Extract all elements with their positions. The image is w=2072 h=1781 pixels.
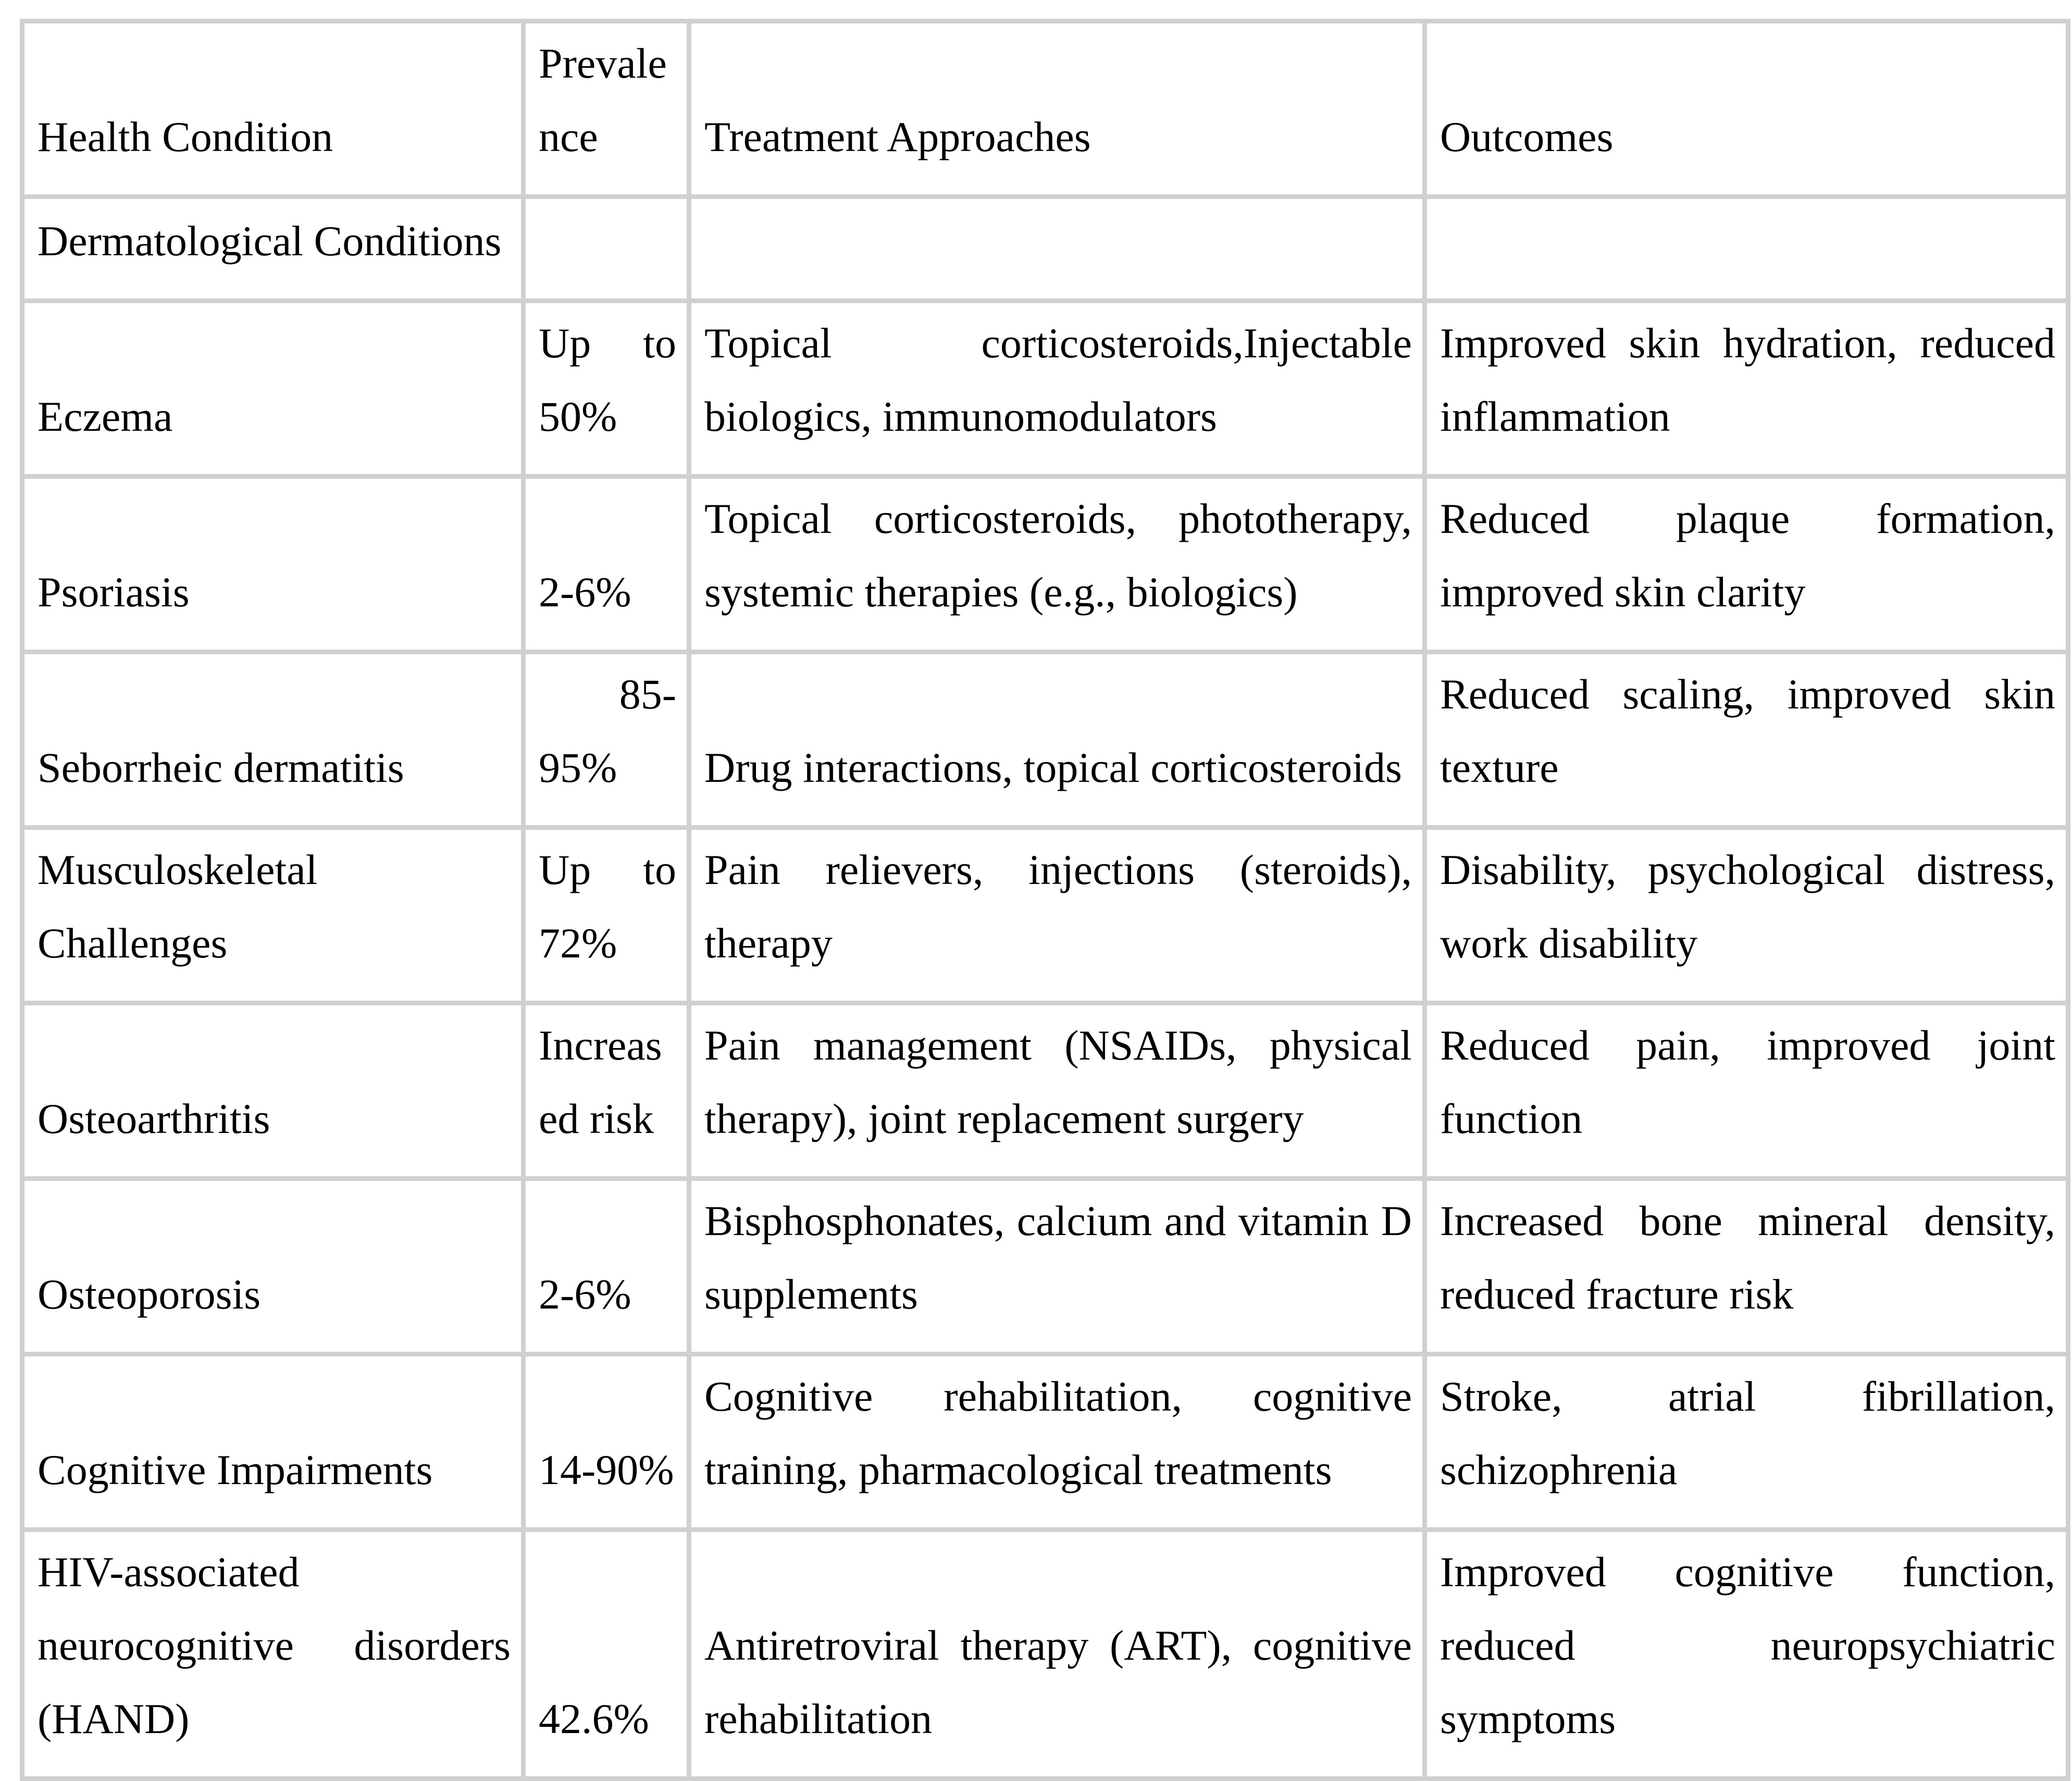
column-header-health-condition: Health Condition — [22, 21, 524, 197]
cell-outcomes: Reduced scaling, improved skin texture — [1425, 652, 2068, 828]
row-hand — [22, 1530, 2068, 1779]
cell-condition: Cognitive Impairments — [22, 1354, 524, 1530]
cell-prevalence: Increased risk — [524, 1003, 689, 1179]
cell-outcomes: Increased bone mineral density, reduced fracture risk — [1425, 1179, 2068, 1354]
row-eczema — [22, 301, 2068, 477]
cell-prevalence: Up to 50% — [524, 301, 689, 477]
cell-outcomes: Reduced plaque formation, improved skin clarity — [1425, 477, 2068, 652]
column-header-outcomes: Outcomes — [1425, 21, 2068, 197]
cell-treatment: Topical corticosteroids,Injectable biologics, immunomodulators — [689, 301, 1425, 477]
cell-treatment: Topical corticosteroids, phototherapy, systemic therapies (e.g., biologics) — [689, 477, 1425, 652]
row-musculoskeletal-challenges — [22, 828, 2068, 1003]
cell-treatment: Bisphosphonates, calcium and vitamin D supplements — [689, 1179, 1425, 1354]
cell-prevalence: 2-6% — [524, 477, 689, 652]
cell-prevalence: 14-90% — [524, 1354, 689, 1530]
cell-empty — [1425, 197, 2068, 301]
cell-prevalence: 2-6% — [524, 1179, 689, 1354]
cell-condition: Osteoarthritis — [22, 1003, 524, 1179]
row-psoriasis — [22, 477, 2068, 652]
cell-prevalence: 85- 95% — [524, 652, 689, 828]
cell-prevalence: 42.6% — [524, 1530, 689, 1779]
cell-prevalence: Up to 72% — [524, 828, 689, 1003]
cell-outcomes: Improved skin hydration, reduced inflammation — [1425, 301, 2068, 477]
cell-treatment: Cognitive rehabilitation, cognitive training, pharmacological treatments — [689, 1354, 1425, 1530]
cell-outcomes: Improved cognitive function, reduced neuropsychiatric symptoms — [1425, 1530, 2068, 1779]
row-dermatological-conditions — [22, 197, 2068, 301]
row-osteoporosis — [22, 1179, 2068, 1354]
cell-condition: Eczema — [22, 301, 524, 477]
row-seborrheic-dermatitis — [22, 652, 2068, 828]
cell-condition: HIV-associated neurocognitive disorders (HAND) — [22, 1530, 524, 1779]
cell-treatment: Drug interactions, topical corticosteroids — [689, 652, 1425, 828]
cell-treatment: Pain management (NSAIDs, physical therapy), joint replacement surgery — [689, 1003, 1425, 1179]
row-cognitive-impairments — [22, 1354, 2068, 1530]
column-header-prevalence: Prevalence — [524, 21, 689, 197]
cell-empty — [689, 197, 1425, 301]
column-header-treatment-approaches: Treatment Approaches — [689, 21, 1425, 197]
cell-outcomes: Disability, psychological distress, work disability — [1425, 828, 2068, 1003]
cell-outcomes: Stroke, atrial fibrillation, schizophrenia — [1425, 1354, 2068, 1530]
cell-condition: Osteoporosis — [22, 1179, 524, 1354]
row-osteoarthritis — [22, 1003, 2068, 1179]
cell-treatment: Antiretroviral therapy (ART), cognitive rehabilitation — [689, 1530, 1425, 1779]
cell-condition: Musculoskeletal Challenges — [22, 828, 524, 1003]
cell-treatment: Pain relievers, injections (steroids), therapy — [689, 828, 1425, 1003]
cell-outcomes: Reduced pain, improved joint function — [1425, 1003, 2068, 1179]
cell-condition: Psoriasis — [22, 477, 524, 652]
cell-condition: Seborrheic dermatitis — [22, 652, 524, 828]
cell-empty — [524, 197, 689, 301]
table-header-row — [22, 21, 2068, 197]
section-label: Dermatological Conditions — [22, 197, 524, 301]
health-conditions-table — [20, 19, 2070, 1781]
